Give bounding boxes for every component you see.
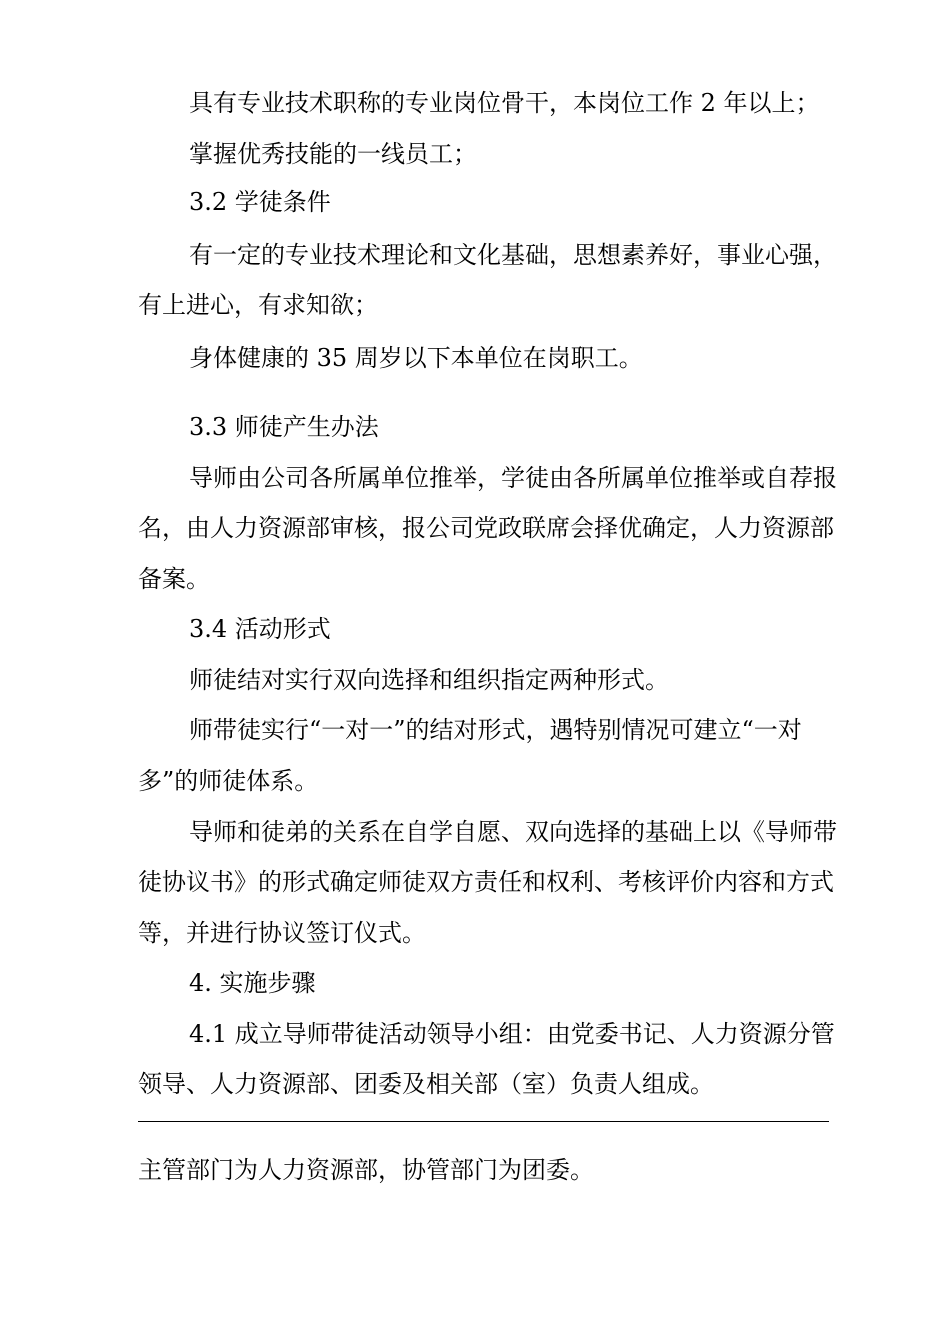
text-line: 具有专业技术职称的专业岗位骨干，本岗位工作 2 年以上；	[189, 89, 820, 117]
footnote-divider	[138, 1121, 829, 1122]
text-line: 徒协议书》的形式确定师徒双方责任和权利、考核评价内容和方式	[138, 868, 834, 896]
section-heading: 3.2 学徒条件	[189, 188, 331, 216]
text-line: 导师由公司各所属单位推举，学徒由各所属单位推举或自荐报	[189, 464, 837, 492]
section-heading: 3.3 师徒产生办法	[189, 413, 379, 441]
text-line: 备案。	[138, 565, 210, 593]
footnote-text: 主管部门为人力资源部，协管部门为团委。	[138, 1156, 594, 1184]
text-line: 领导、人力资源部、团委及相关部（室）负责人组成。	[138, 1070, 714, 1098]
text-line: 名，由人力资源部审核，报公司党政联席会择优确定，人力资源部	[138, 514, 834, 542]
section-heading: 3.4 活动形式	[189, 615, 331, 643]
text-line: 多”的师徒体系。	[138, 767, 319, 795]
text-line: 掌握优秀技能的一线员工；	[189, 140, 477, 168]
section-heading: 4. 实施步骤	[189, 969, 316, 997]
text-line: 4.1 成立导师带徒活动领导小组：由党委书记、人力资源分管	[189, 1020, 835, 1048]
text-line: 师带徒实行“一对一”的结对形式，遇特别情况可建立“一对	[189, 716, 802, 744]
text-line: 导师和徒弟的关系在自学自愿、双向选择的基础上以《导师带	[189, 818, 837, 846]
text-line: 有上进心，有求知欲；	[138, 291, 378, 319]
text-line: 师徒结对实行双向选择和组织指定两种形式。	[189, 666, 669, 694]
text-line: 等，并进行协议签订仪式。	[138, 919, 426, 947]
text-line: 身体健康的 35 周岁以下本单位在岗职工。	[189, 344, 643, 372]
text-line: 有一定的专业技术理论和文化基础，思想素养好，事业心强，	[189, 241, 837, 269]
